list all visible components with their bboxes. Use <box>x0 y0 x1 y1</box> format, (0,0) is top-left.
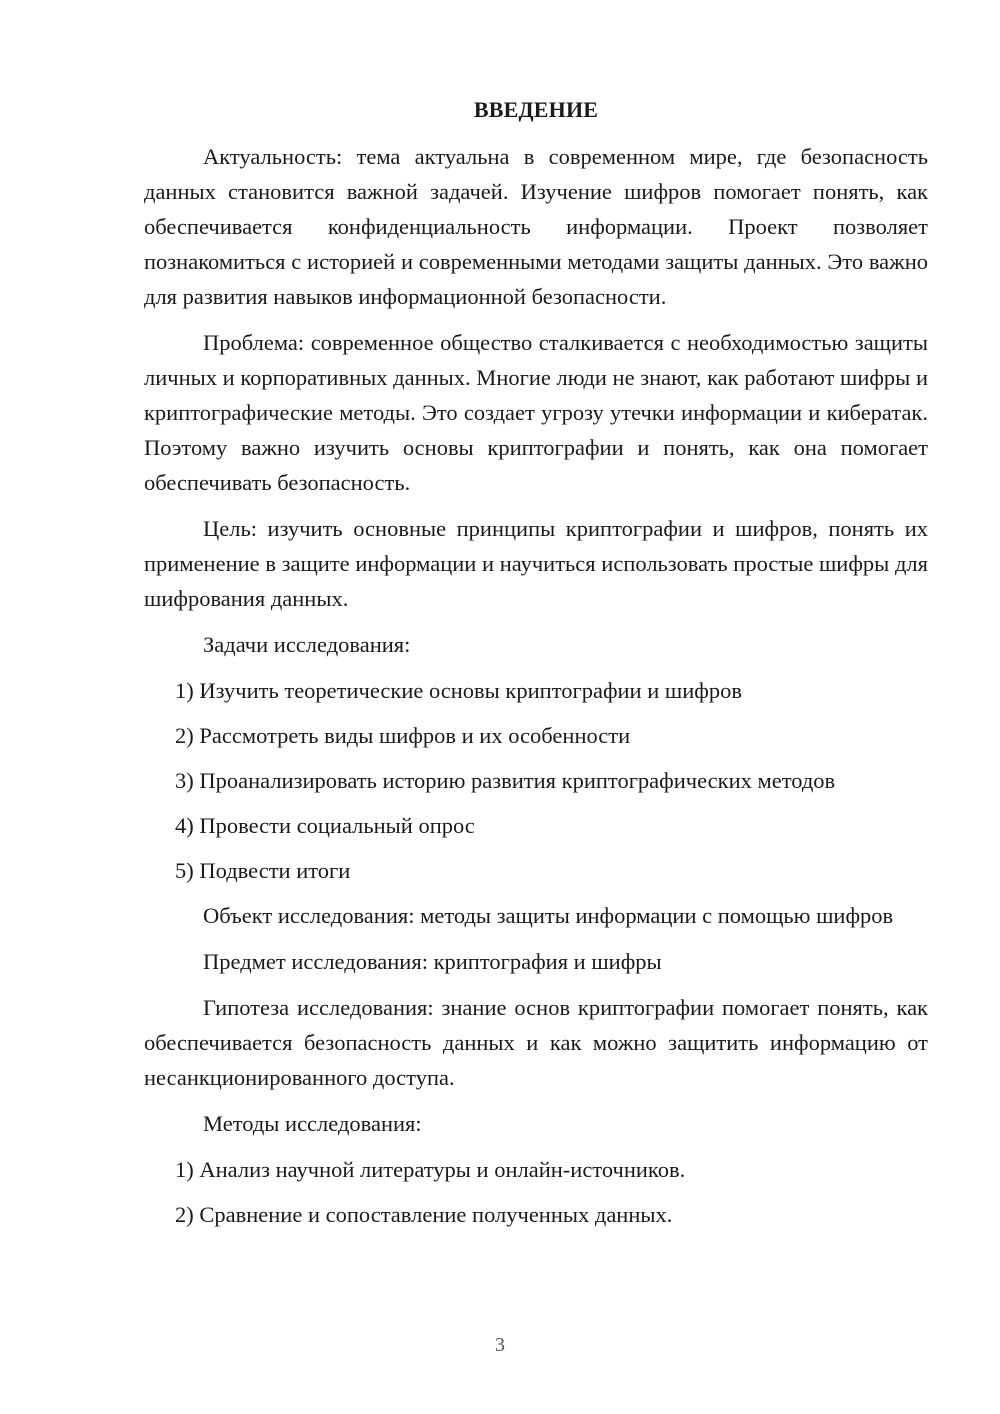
subject-paragraph: Предмет исследования: криптография и шифры <box>203 949 662 974</box>
relevance-paragraph: Актуальность: тема актуальна в современном мире, где безопасность данных становится важной задачей. Изучение шифров помогает понять, как обеспечивается конфиденциальность информации. Проект позволяет познакомиться с историей и современными методами защиты данных. Это важно для развития навыков информационной безопасности. <box>144 144 928 309</box>
list-item: 2) Рассмотреть виды шифров и их особенности <box>175 723 631 748</box>
methods-list <box>144 1152 928 1232</box>
list-item: 4) Провести социальный опрос <box>175 813 475 838</box>
tasks-list <box>144 673 928 888</box>
list-item: 1) Изучить теоретические основы криптографии и шифров <box>175 678 742 703</box>
list-item: 3) Проанализировать историю развития криптографических методов <box>175 768 836 793</box>
methods-heading: Методы исследования: <box>203 1111 422 1136</box>
document-page <box>144 92 928 1242</box>
tasks-heading: Задачи исследования: <box>203 632 411 657</box>
list-item: 5) Подвести итоги <box>175 858 351 883</box>
problem-paragraph: Проблема: современное общество сталкивается с необходимостью защиты личных и корпоративных данных. Многие люди не знают, как работают шифры и криптографические методы. Это создает угрозу утечки информации и кибератак. Поэтому важно изучить основы криптографии и понять, как она помогает обеспечивать безопасность. <box>144 330 928 495</box>
goal-paragraph: Цель: изучить основные принципы криптографии и шифров, понять их применение в защите информации и научиться использовать простые шифры для шифрования данных. <box>144 516 928 611</box>
hypothesis-paragraph: Гипотеза исследования: знание основ криптографии помогает понять, как обеспечивается безопасность данных и как можно защитить информацию от несанкционированного доступа. <box>144 995 928 1090</box>
object-paragraph: Объект исследования: методы защиты информации с помощью шифров <box>203 903 894 928</box>
list-item: 1) Анализ научной литературы и онлайн-источников. <box>175 1157 686 1182</box>
list-item: 2) Сравнение и сопоставление полученных данных. <box>175 1202 673 1227</box>
section-title: ВВЕДЕНИЕ <box>473 97 599 122</box>
page-number: 3 <box>495 1334 505 1356</box>
